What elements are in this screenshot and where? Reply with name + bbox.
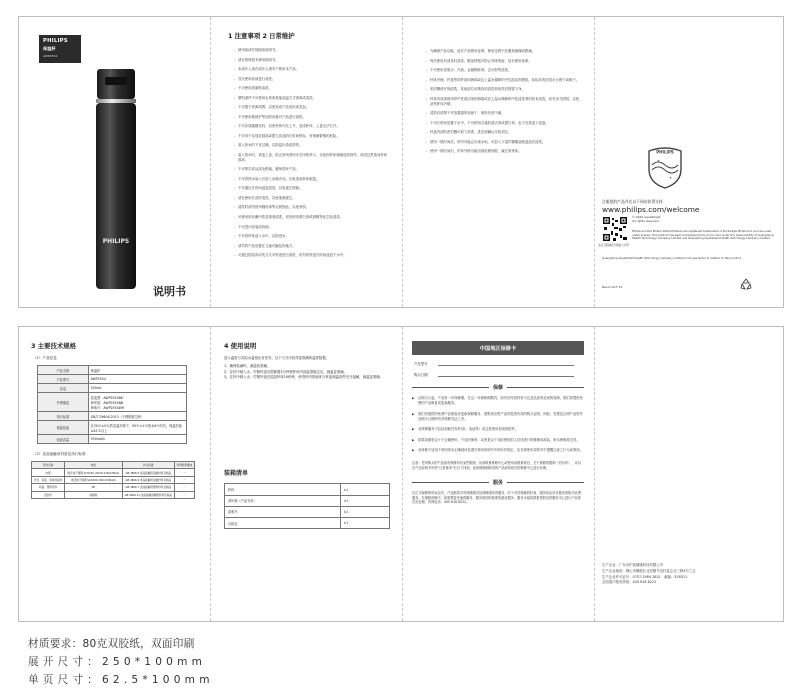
unfolded-size: 展开尺寸：250*100mm xyxy=(28,656,207,668)
producer-license: 生产企业许可证号：0757-2989 2831 邮编：528311 xyxy=(602,574,688,579)
materials-header-cell: 执行标准 xyxy=(122,462,175,469)
warrantor-text: Guangdong AquaShield Health Technology Company Limited is the warrantor in relation to this product. xyxy=(602,256,742,260)
usage-step: 2、往杯中倒入水，拧紧杯盖后需静置3分钟使杯体内部温度稳定后，测温更准确。 xyxy=(224,369,347,374)
copyright-text: © 2022 AquaShield All rights reserved. xyxy=(632,215,661,223)
cover-logo-box xyxy=(39,35,81,63)
notes-list-item: - 塑料部件不可使用水煮或其他高温方式消毒或清洗。 xyxy=(234,96,390,101)
warranty-item: ▶ 如果故障是由于不正确使用、不良的保养、或者是由于非经授权的人员所进行的修理或改装，则本保修将无效。 xyxy=(412,438,584,443)
usage-intro: 显示温度与实际水温相比有差异，以下方式可获得更准确的温度数据。 xyxy=(224,356,330,360)
materials-row xyxy=(32,469,195,476)
usage-step: 3、往杯中倒入水，拧紧杯盖后摇晃杯体10秒钟，使得杯内的液体与杯盖测温部件充分接触，测温更准确。 xyxy=(224,374,384,379)
materials-standard: GB 4806.11 食品接触用橡胶材料及制品 xyxy=(122,491,175,498)
service-text: 在正式保修的时间以内，产品都将享有保修服务及保修服务的服务，时于有效保修的时间，服务将由所在服务的相关收费服务。在保修范畴中，如果想更快速的服务，服务将即时联系的最佳服务，服务可能将联系您附近的服务中心进行产品的优先处理。咨询电话：400 618 6222。 xyxy=(412,490,581,505)
usage-panel xyxy=(210,327,402,621)
notes-list-item: - 请在使用后及时清洗，以免细菌滋生。 xyxy=(234,196,390,201)
single-page-size: 单页尺寸：62.5*100mm xyxy=(28,674,214,686)
materials-standard: GB 4806.9 食品接触用金属材料及制品 xyxy=(122,476,175,483)
notes-list-item: - 未成年人请在成年人指导下使用本产品。 xyxy=(234,67,390,72)
brand-logo: PHILIPS xyxy=(43,38,68,44)
notes-list-item: - 不可使用微波炉等加热设备对产品进行加热。 xyxy=(234,115,390,120)
materials-table xyxy=(31,461,195,499)
spec-row xyxy=(38,421,187,435)
maintenance-list-item: - 不可长时间放置于水中，不可使用含氯的清洁剂或漂白剂，也不宜将盖子浸泡。 xyxy=(426,121,582,126)
spec-value: 550mA/h xyxy=(88,435,186,444)
philips-shield-icon xyxy=(646,145,684,189)
warranty-item: ▶ 从购买日起，产品有一年保修期。在这一年保修期期内，如有任何因材料不良及品质所造成的故障，我们将提供免费的产品修复或更换服务。 xyxy=(412,396,584,406)
section1-title: 1 注意事项 2 日常维护 xyxy=(228,32,295,40)
field-model-input[interactable] xyxy=(438,362,574,366)
materials-header-cell: 特殊使用要求 xyxy=(175,462,195,469)
spec-value: 保温杯 xyxy=(88,366,186,375)
notes-list-item: - 首次使用前请进行清洗。 xyxy=(234,77,390,82)
section4-title: 4 使用说明 xyxy=(224,342,257,350)
materials-subtitle: （2）食品接触用材质及执行标准 xyxy=(33,452,86,456)
materials-row xyxy=(32,476,195,483)
spec-value: 500mL xyxy=(88,384,186,393)
warranty-list xyxy=(412,396,584,453)
materials-material: 奥氏体不锈钢 SUS316 (022Cr17Ni12Mo2) xyxy=(65,469,122,476)
materials-part: 内胆 xyxy=(32,469,65,476)
spec-row xyxy=(38,393,187,412)
packing-item: 说明书 xyxy=(225,506,341,517)
maintenance-list-item: - 清洗后请擦干并放置通风处晾干，保持内部干燥。 xyxy=(426,111,582,116)
spec-key: 产品名称 xyxy=(38,366,89,375)
field-date-input[interactable] xyxy=(438,373,574,377)
svg-text:PHILIPS: PHILIPS xyxy=(656,149,674,155)
material-spec: 材质要求：80克双胶纸，双面印刷 xyxy=(28,638,195,650)
spec-key: 外观描述 xyxy=(38,393,89,412)
notes-list-item: - 可通过摇晃或冲洗方式对杯盖进行清洗，但勿将杯盖长时间浸泡于水中。 xyxy=(234,253,390,258)
manual-label: 说明书 xyxy=(153,285,186,298)
top-sheet xyxy=(18,16,784,308)
warranty-panel xyxy=(402,327,594,621)
maintenance-panel xyxy=(402,17,594,307)
spec-key: 执行标准 xyxy=(38,412,89,421)
packing-row xyxy=(225,506,390,517)
maintenance-list-item: - 不可使用香蕉水、汽油、金属钢丝球、去污粉等清洗。 xyxy=(426,68,582,73)
recycle-icon xyxy=(740,278,752,290)
materials-material: 奥氏体不锈钢 SUS304 (06Cr19Ni10) xyxy=(65,476,122,483)
materials-requirement: 一 xyxy=(175,484,195,491)
specs-panel xyxy=(19,327,210,621)
url-intro: 注册您的产品并在以下网站获得支持 xyxy=(602,199,663,204)
spec-row xyxy=(38,375,187,384)
packing-qty: ×1 xyxy=(340,506,390,517)
packing-qty: ×1 xyxy=(340,484,390,495)
packing-title: 装箱清单 xyxy=(224,470,249,478)
materials-material: 硅橡胶 xyxy=(65,491,122,498)
usage-steps xyxy=(224,364,390,380)
spec-value: 星夜黑：AWP2554BK 海军蓝：AWP2554NB 珍珠白：AWP2554WH xyxy=(88,393,186,412)
trademark-text: Philips and the Philips Shield Emblem are registered trademarks of Koninklijke Philips N.V. and are used under license. This product has been manufactured by and is sold under the responsibility of Guangdong Health Technology Company Limited and Guangdong AquaShield Health Technology Company Limited. xyxy=(632,229,774,241)
spec-key: 电池容量 xyxy=(38,435,89,444)
warranty-header: 中国地区保修卡 xyxy=(412,341,584,355)
materials-standard: GB 4806.7 食品接触用塑料材料及制品 xyxy=(122,484,175,491)
bottom-sheet xyxy=(18,326,784,622)
notes-list-item: - 不可进行改装或拆卸。 xyxy=(234,225,390,230)
materials-requirement: 一 xyxy=(175,476,195,483)
product-info-subtitle: （1）产品信息 xyxy=(33,356,57,360)
qr-code xyxy=(602,216,628,242)
product-name: 保温杯 xyxy=(43,46,56,51)
field-model-label: 产品型号 xyxy=(414,362,428,367)
spec-table xyxy=(37,365,187,444)
maintenance-list xyxy=(414,49,582,154)
cover-panel xyxy=(19,17,210,307)
usage-step: 1、确保装满杯，测温较准确。 xyxy=(224,364,271,369)
maintenance-list-item: - 使用一段时间后，杯内可能会出现水垢，可加入少量柠檬酸溶液浸泡后清洗。 xyxy=(426,140,582,145)
notes-list-item: - 不可将热水装入后放入冰箱冷冻，以免造成杯体破裂。 xyxy=(234,177,390,182)
spec-row xyxy=(38,412,187,421)
section3-title: 3 主要技术规格 xyxy=(31,342,77,350)
materials-standard: GB 4806.9 食品接触用金属材料及制品 xyxy=(122,469,175,476)
svg-text:✦: ✦ xyxy=(657,159,660,163)
spec-value: AWP2554 xyxy=(88,375,186,384)
materials-part: 密封件 xyxy=(32,491,65,498)
producer-name: 生产企业：广东水护盾健康科技有限公司 xyxy=(602,563,664,567)
packing-qty: ×1 xyxy=(340,517,390,528)
notes-list-item: - 请勿将产品放置在儿童可触及的地方。 xyxy=(234,244,390,249)
spec-row xyxy=(38,435,187,444)
field-date-label: 购买日期 xyxy=(414,373,428,378)
materials-row xyxy=(32,491,195,498)
packing-item: 杯体 xyxy=(225,484,341,495)
manufacturer-panel xyxy=(594,327,785,621)
back-panel xyxy=(594,17,785,307)
materials-header-row xyxy=(32,462,195,469)
notes-list-item: - 不可存放碳酸饮料，以免杯体内压上升，造成杯体、上盖无法打开。 xyxy=(234,124,390,129)
packing-row xyxy=(225,484,390,495)
revision-text: Rev.A OCT 22 xyxy=(602,285,623,289)
notes-list-item: - 装入热水时，请盖上盖，防止使用者的未关闭的杯口，以免因杯体倾倒造成烫伤，或因过热造成杯体损坏。 xyxy=(234,153,390,163)
maintenance-list-item: - 每次使用后请及时清洗，勤加擦拭可防止异味残留，延长使用寿命。 xyxy=(426,59,582,64)
maintenance-list-item: - 为确保产品功能，延长产品使用寿命，使用过程中应避免碰撞或跌落。 xyxy=(426,49,582,54)
qr-caption: 关注飞利浦官方微信公众号 xyxy=(598,244,630,247)
spec-key: 保温性能 xyxy=(38,421,89,435)
bottle-brand-label: PHILIPS xyxy=(102,238,130,245)
notes-list-item: - 使用前请仔细阅读说明书。 xyxy=(234,48,390,53)
materials-header-cell: 材质 xyxy=(65,462,122,469)
warranty-item: ▶ 本保修服务不包括消耗性零件(如，电池等）或过度使用造成的配件。 xyxy=(412,427,584,432)
warranty-note: 注意：您所购买的产品如有保修所有某些限制，但请联系维修中心或使用前联系我们，关于保修的限制（若有时），可以在产品说明书中的“注意事项”栏目下找到。选择保修期购得的产品请到你们的维修中心进行处理。 xyxy=(412,461,581,470)
materials-part: 外壳、底座、杯体连接件 xyxy=(32,476,65,483)
packing-row xyxy=(225,495,390,506)
product-model: AWP2554 xyxy=(43,54,58,58)
notes-list-item: - 不可通过长时间浸泡清洗，以免滋生细菌。 xyxy=(234,186,390,191)
notes-list xyxy=(222,48,390,258)
packing-qty: ×1 xyxy=(340,495,390,506)
packing-item: 合格证 xyxy=(225,517,341,528)
maintenance-list-item: - 杯盖内部的密封圈可取下清洗，洗后请确认安装到位。 xyxy=(426,130,582,135)
spec-key: 产品型号 xyxy=(38,375,89,384)
notes-list-item: - 装入热水时不宜过满，以防溢出造成烫伤。 xyxy=(234,143,390,148)
materials-requirement: 一 xyxy=(175,491,195,498)
service-section-heading: 服务 xyxy=(412,479,584,486)
svg-text:✦: ✦ xyxy=(669,176,672,180)
spec-value: 在20℃±5℃的室温环境下，95℃±1℃热水6小时后，保温效能≥42℃以上 xyxy=(88,421,186,435)
materials-requirement: 一 xyxy=(175,469,195,476)
producer-address: 生产企业地址：佛山市顺德区北滘镇马龙村委会北三路4号之五 xyxy=(602,568,696,573)
maintenance-list-item: - 使用一段时间后，杯体外壁可能出现轻微划痕，属正常现象。 xyxy=(426,149,582,154)
materials-header-cell: 部件名称 xyxy=(32,462,65,469)
bottle-image xyxy=(81,63,151,295)
maintenance-list-item: - 杯体内部请使用带中性清洁剂的海绵或沾上温水稀释的中性清洗剂的软布清洗，切勿用力擦拭，以免刮伤杯体内壁。 xyxy=(426,97,582,107)
notes-list-item: - 不可将杯体浸入水中，以防进水。 xyxy=(234,234,390,239)
notes-list-item: - 请妥善保管本使用说明书。 xyxy=(234,58,390,63)
spec-value: GB/T 29606-2013（不锈钢真空杯） xyxy=(88,412,186,421)
welcome-url[interactable]: www.philips.com/welcome xyxy=(602,205,700,214)
service-hotline: 全国客户服务热线：400 618 6222 xyxy=(602,580,657,585)
warranty-item: ▶ 我们所提供的免费产品修复或更换保修服务，需附请出售产品时提供有效的购买证明，例如，发票及注明产品型号及购买日期的有效保修凭证之内。 xyxy=(412,412,584,422)
warranty-section-heading: 保修 xyxy=(412,384,584,391)
packing-row xyxy=(225,517,390,528)
spec-row xyxy=(38,384,187,393)
spec-row xyxy=(38,366,187,375)
notes-list-item: - 不可置于热源周围，以免造成产品变形或变色。 xyxy=(234,105,390,110)
packing-item: 茶叶格（产品专用） xyxy=(225,495,341,506)
notes-panel xyxy=(210,17,402,307)
notes-list-item: - 不可使用洗碗机清洗。 xyxy=(234,86,390,91)
maintenance-list-item: - 密封圈请仔细清洗，其他部位用柔软的清洗剂冲洗后擦拭干净。 xyxy=(426,87,582,92)
notes-list-item: - 不可摔打或从高处跌落，避免损坏产品。 xyxy=(234,167,390,172)
materials-part: 杯盖、塑料部件 xyxy=(32,484,65,491)
maintenance-list-item: - 杯体外侧、杯盖等部件请用海绵或沾上温水稀释的中性清洁剂擦拭，轻轻冲洗后将水分擦干或晾干。 xyxy=(426,78,582,83)
packing-table xyxy=(224,483,390,529)
warranty-item: ▶ 本保修不适用于使用者未正确阅读及遵守使用说明书中的所有规定，及非规使用说明书中提醒注意之行为或事项。 xyxy=(412,448,584,453)
spec-key: 容量 xyxy=(38,384,89,393)
notes-list-item: - 清洗时请勿使用钢丝球等尖锐物品，以免划伤。 xyxy=(234,205,390,210)
materials-row xyxy=(32,484,195,491)
notes-list-item: - 不可用于存放乳制品或婴儿食品的长时间保存，有细菌繁殖的危险。 xyxy=(234,134,390,139)
materials-material: PP xyxy=(65,484,122,491)
notes-list-item: - 可使用软布蘸中性洗涤剂清洗，切勿使用漂白剂或酒精等化学品清洗。 xyxy=(234,215,390,220)
